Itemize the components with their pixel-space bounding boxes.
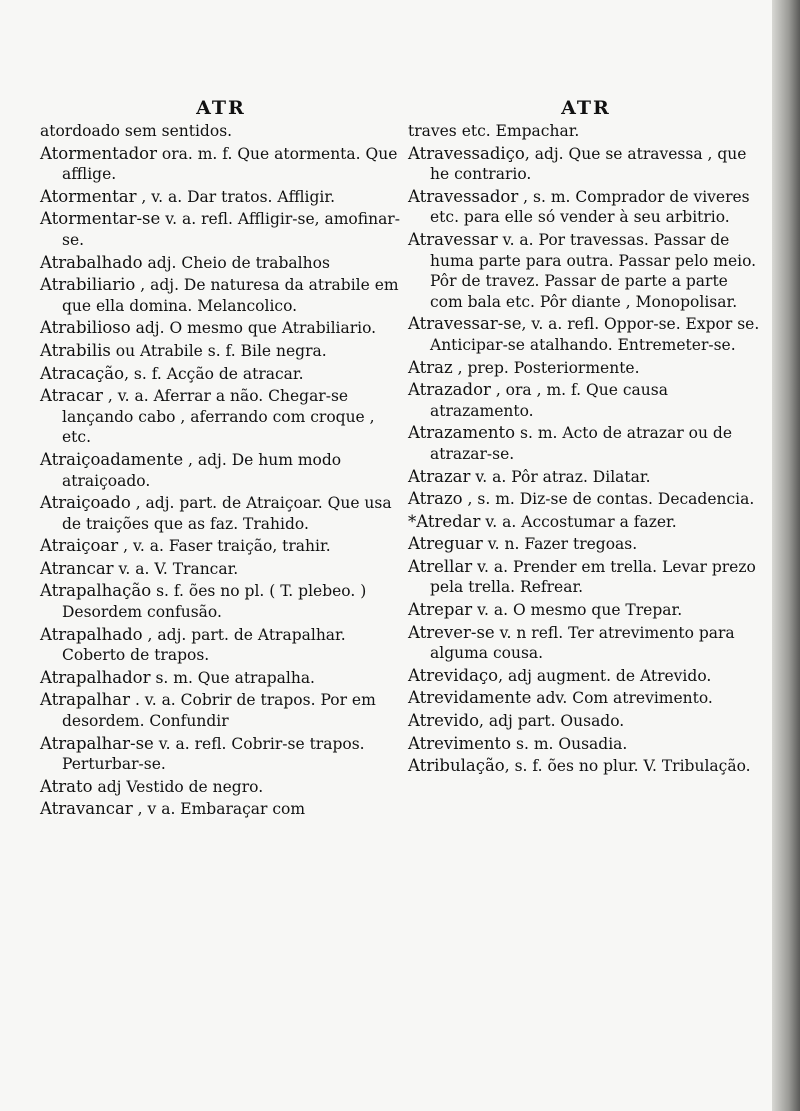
- page-edge-shadow: [772, 0, 800, 1111]
- entry-headword: Atracação: [40, 363, 125, 383]
- entry-definition: , adj. De naturesa da atrabile em que ella domina. Melancolico.: [62, 276, 399, 315]
- entry-definition: , v. a. Dar tratos. Affligir.: [136, 187, 336, 206]
- dictionary-entry: [40, 253, 402, 274]
- dictionary-entry: [408, 187, 764, 228]
- dictionary-entry: [408, 358, 764, 379]
- dictionary-entry: [40, 777, 402, 798]
- entry-headword: Atravancar: [40, 799, 133, 819]
- entry-definition: s. f. ões no pl. ( T. plebeo. ) Desordem confusão.: [62, 582, 367, 622]
- entry-definition: v. a. O mesmo que Trepar.: [472, 601, 683, 620]
- entry-headword: Atrazamento: [408, 423, 516, 443]
- entry-headword: Atrevimento: [408, 733, 512, 753]
- entry-headword: Atrapalhador: [40, 667, 151, 687]
- entry-definition: , s. m. Diz-se de contas. Decadencia.: [462, 490, 755, 509]
- dictionary-entry: [408, 734, 764, 755]
- dictionary-entry: [40, 318, 402, 339]
- entry-headword: Atrapalhar: [40, 690, 131, 710]
- entry-headword: Atraiçoar: [40, 536, 119, 556]
- dictionary-entry: [40, 581, 402, 622]
- dictionary-entry: [40, 799, 402, 820]
- entry-headword: Atravessar-se: [408, 314, 522, 334]
- entry-headword: Atrazador: [408, 380, 491, 400]
- dictionary-entry: [40, 559, 402, 580]
- right-entry-list: [408, 144, 764, 777]
- entry-definition: v. a. Accostumar a fazer.: [480, 512, 677, 531]
- entry-definition: s. m. Acto de atrazar ou de atrazar-se.: [430, 424, 732, 463]
- dictionary-entry: [40, 364, 402, 385]
- dictionary-entry: [40, 187, 402, 208]
- entry-headword: Atrellar: [408, 556, 473, 576]
- dictionary-entry: [408, 144, 764, 185]
- entry-definition: , adj. Que se atravessa , que he contrario.: [430, 144, 747, 184]
- entry-headword: *Atredar: [408, 511, 481, 531]
- entry-headword: Atormentar: [40, 186, 137, 206]
- dictionary-entry: [408, 314, 764, 355]
- entry-definition: , s. f. Acção de atracar.: [124, 364, 304, 383]
- entry-headword: Atrevidamente: [408, 688, 532, 708]
- entry-headword: Atrabalhado: [40, 252, 143, 272]
- dictionary-entry: [408, 756, 764, 777]
- entry-headword: Atravessador: [408, 186, 519, 206]
- entry-definition: , s. f. ões no plur. V. Tribulação.: [504, 757, 751, 776]
- entry-definition: ora. m. f. Que atormenta. Que afflige.: [62, 144, 398, 184]
- entry-headword: Atrapalhação: [40, 581, 152, 601]
- dictionary-entry: [40, 536, 402, 557]
- dictionary-entry: [40, 668, 402, 689]
- entry-definition: , v. a. refl. Oppor-se. Expor se. Anticipar-se atalhando. Entremeter-se.: [430, 315, 760, 354]
- entry-definition: v. n. Fazer tregoas.: [482, 535, 638, 554]
- dictionary-entry: [408, 557, 764, 598]
- dictionary-entry: [40, 450, 402, 491]
- entry-definition: v. a. refl. Affligir-se, amofinar-se.: [62, 210, 400, 249]
- dictionary-entry: [40, 275, 402, 316]
- entry-definition: v. a. Prender em trella. Levar prezo pela trella. Refrear.: [430, 557, 756, 597]
- entry-headword: Atrever-se: [408, 622, 495, 642]
- entry-definition: , v. a. Aferrar a não. Chegar-se lançando cabo , aferrando com croque , etc.: [62, 387, 375, 447]
- right-continuation-line: traves etc. Empachar.: [408, 122, 580, 140]
- dictionary-entry: [40, 690, 402, 731]
- entry-definition: v. n refl. Ter atrevimento para alguma cousa.: [430, 623, 735, 663]
- dictionary-entry: [40, 493, 402, 534]
- entry-headword: Atormentador: [40, 143, 157, 163]
- dictionary-entry: [40, 341, 402, 362]
- entry-definition: v. a. Pôr atraz. Dilatar.: [470, 467, 651, 486]
- dictionary-entry: [40, 734, 402, 775]
- entry-headword: Atraz: [408, 357, 453, 377]
- dictionary-entry: [408, 623, 764, 664]
- entry-definition: s. m. Ousadia.: [511, 734, 628, 753]
- entry-definition: , v a. Embaraçar com: [132, 800, 306, 819]
- dictionary-entry: [408, 230, 764, 312]
- dictionary-entry: [408, 489, 764, 510]
- dictionary-entry: [40, 144, 402, 185]
- entry-definition: s. m. Que atrapalha.: [150, 668, 315, 687]
- entry-headword: Atrabilis: [40, 340, 111, 360]
- entry-headword: Atraiçoadamente: [40, 449, 184, 469]
- entry-definition: , prep. Posteriormente.: [452, 358, 640, 377]
- entry-definition: , adj part. Ousado.: [479, 712, 625, 731]
- right-column: [408, 96, 764, 779]
- dictionary-entry: [408, 688, 764, 709]
- entry-definition: adj. Cheio de trabalhos: [142, 253, 330, 272]
- dictionary-entry: [408, 534, 764, 555]
- entry-definition: , adj. part. de Atrapalhar. Coberto de trapos.: [62, 625, 346, 665]
- left-continuation-line: atordoado sem sentidos.: [40, 122, 233, 140]
- entry-headword: Atribulação: [408, 756, 505, 776]
- dictionary-entry: [408, 380, 764, 421]
- dictionary-entry: [408, 711, 764, 732]
- entry-headword: Atravessar: [408, 229, 498, 249]
- entry-headword: Atrazar: [408, 466, 471, 486]
- entry-headword: Atrazo: [408, 489, 463, 509]
- entry-headword: Atreguar: [408, 534, 483, 554]
- right-running-header: ATR: [561, 97, 611, 119]
- dictionary-entry: [408, 423, 764, 464]
- entry-definition: , adj. part. de Atraiçoar. Que usa de traições que as faz. Trahido.: [62, 494, 392, 533]
- dictionary-entry: [408, 666, 764, 687]
- entry-definition: , ora , m. f. Que causa atrazamento.: [430, 381, 668, 420]
- dictionary-entry: [40, 386, 402, 448]
- entry-definition: , s. m. Comprador de viveres etc. para elle só vender à seu arbitrio.: [430, 187, 750, 227]
- left-column: [40, 96, 402, 822]
- entry-headword: Atrabilioso: [40, 318, 131, 338]
- entry-definition: , adj augment. de Atrevido.: [498, 666, 712, 685]
- left-running-header: ATR: [196, 97, 246, 119]
- entry-definition: adj. O mesmo que Atrabiliario.: [130, 319, 377, 338]
- entry-definition: v. a. V. Trancar.: [113, 559, 239, 578]
- entry-definition: . v. a. Cobrir de trapos. Por em desordem. Confundir: [62, 691, 376, 731]
- entry-headword: Atrancar: [40, 558, 114, 578]
- dictionary-entry: [408, 600, 764, 621]
- entry-definition: ou Atrabile s. f. Bile negra.: [110, 341, 327, 360]
- entry-headword: Atrabiliario: [40, 275, 136, 295]
- entry-definition: v. a. Por travessas. Passar de huma parte para outra. Passar pelo meio. Pôr de travez. Passar de parte a parte com bala etc. Pôr diante , Monopolisar.: [430, 230, 757, 311]
- entry-headword: Atrevidaço: [408, 665, 499, 685]
- entry-headword: Atrato: [40, 776, 93, 796]
- entry-headword: Atracar: [40, 386, 103, 406]
- left-entry-list: [40, 144, 402, 820]
- entry-definition: v. a. refl. Cobrir-se trapos. Perturbar-se.: [62, 734, 365, 774]
- entry-headword: Atrapalhar-se: [40, 733, 154, 753]
- entry-headword: Atraiçoado: [40, 493, 131, 513]
- entry-headword: Atormentar-se: [40, 209, 161, 229]
- dictionary-entry: [408, 512, 764, 533]
- entry-definition: adj Vestido de negro.: [92, 777, 264, 796]
- entry-definition: , v. a. Faser traição, trahir.: [118, 537, 331, 556]
- entry-headword: Atravessadiço: [408, 143, 525, 163]
- entry-definition: , adj. De hum modo atraiçoado.: [62, 450, 342, 490]
- dictionary-entry: [40, 625, 402, 666]
- entry-headword: Atrevido: [408, 711, 480, 731]
- entry-headword: Atrapalhado: [40, 624, 143, 644]
- dictionary-entry: [40, 209, 402, 250]
- entry-definition: adv. Com atrevimento.: [531, 689, 713, 708]
- dictionary-entry: [408, 467, 764, 488]
- entry-headword: Atrepar: [408, 600, 473, 620]
